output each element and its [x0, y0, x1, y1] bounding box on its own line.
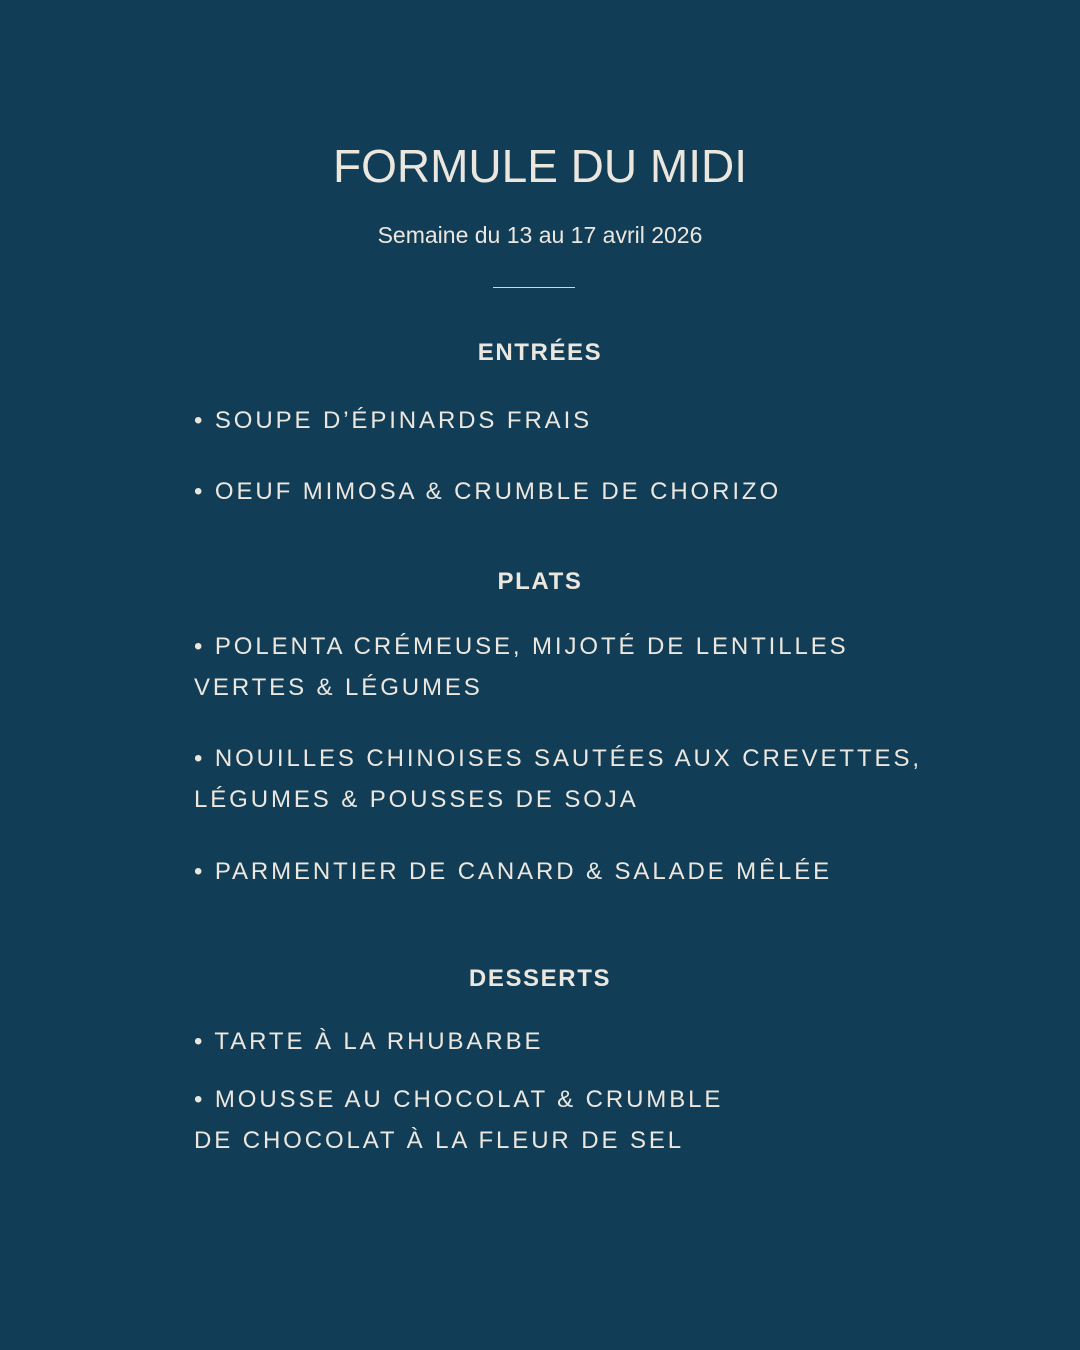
- menu-item-line: DE CHOCOLAT À LA FLEUR DE SEL: [194, 1127, 685, 1154]
- menu-item: [194, 851, 954, 892]
- section-title-entrees: ENTRÉES: [477, 339, 603, 366]
- menu-item-line: LÉGUMES & POUSSES DE SOJA: [194, 786, 639, 813]
- divider: [493, 287, 575, 288]
- menu-item-line: • OEUF MIMOSA & CRUMBLE DE CHORIZO: [194, 478, 782, 505]
- section-title-desserts: DESSERTS: [468, 965, 612, 992]
- menu-item-line: VERTES & LÉGUMES: [194, 674, 483, 701]
- week-subtitle: Semaine du 13 au 17 avril 2026: [377, 222, 703, 248]
- menu-item-line: • PARMENTIER DE CANARD & SALADE MÊLÉE: [194, 858, 833, 885]
- page-title: FORMULE DU MIDI: [333, 140, 747, 192]
- menu-item: [194, 626, 954, 708]
- menu-item: [194, 400, 954, 441]
- menu-item-line: • POLENTA CRÉMEUSE, MIJOTÉ DE LENTILLES: [194, 633, 849, 660]
- menu-item-line: • TARTE À LA RHUBARBE: [194, 1028, 544, 1055]
- menu-item: [194, 471, 954, 512]
- menu-item-line: • MOUSSE AU CHOCOLAT & CRUMBLE: [194, 1086, 724, 1113]
- menu-item: [194, 738, 954, 820]
- menu-item: [194, 1079, 954, 1161]
- section-title-plats: PLATS: [497, 568, 583, 595]
- menu-item-line: • SOUPE D’ÉPINARDS FRAIS: [194, 407, 593, 434]
- menu-item-line: • NOUILLES CHINOISES SAUTÉES AUX CREVETTES,: [194, 745, 922, 772]
- menu-item: [194, 1021, 954, 1062]
